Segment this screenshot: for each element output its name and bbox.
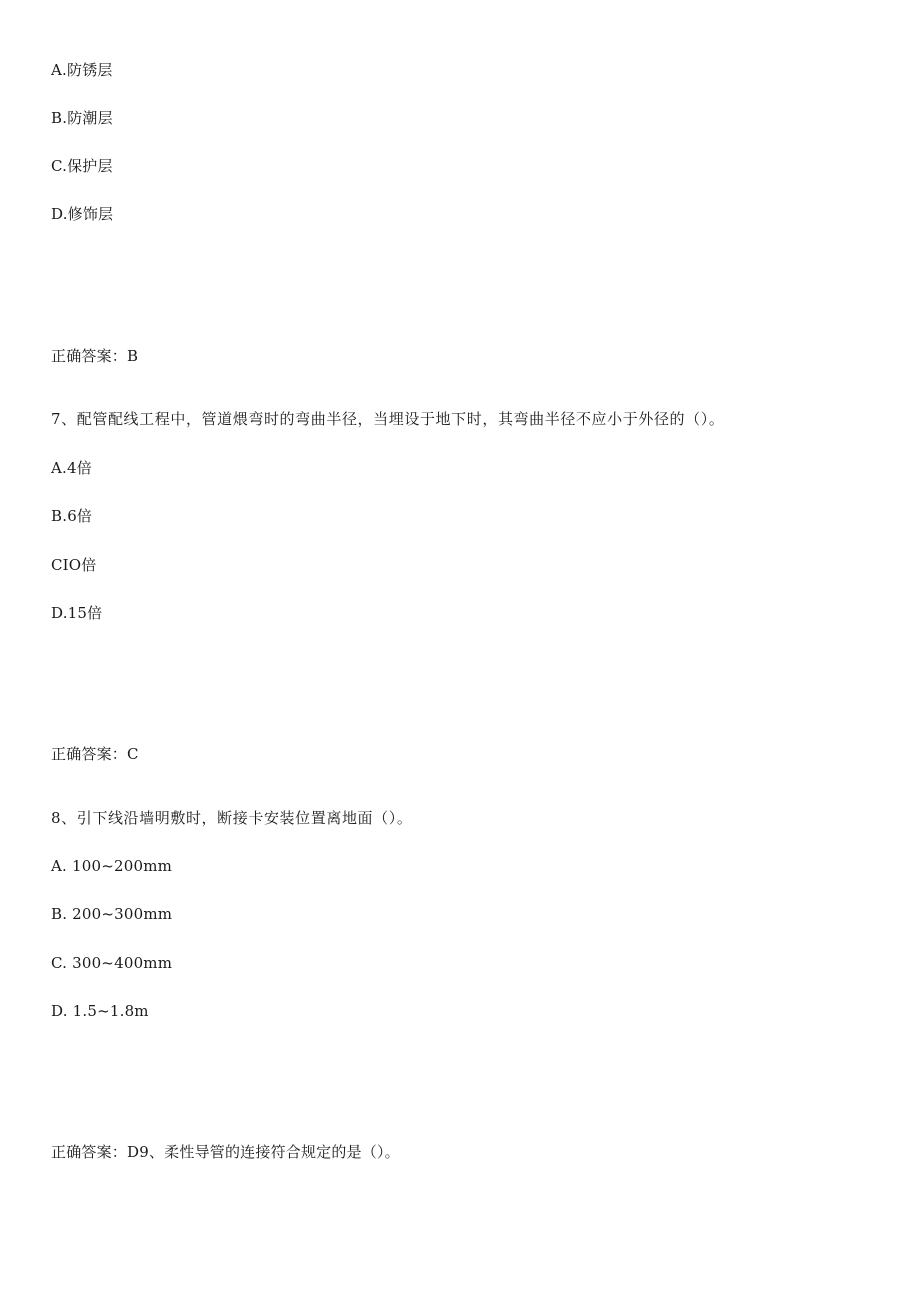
q6-option-b: B.防潮层 <box>51 109 113 127</box>
q6-answer: 正确答案：B <box>51 347 139 365</box>
q8-question: 8、引下线沿墙明敷时，断接卡安装位置离地面（）。 <box>51 809 413 827</box>
q8-option-c: C. 300~400mm <box>51 954 173 972</box>
q6-option-c: C.保护层 <box>51 157 113 175</box>
q7-option-a: A.4倍 <box>51 459 92 477</box>
q7-option-c: CIO倍 <box>51 556 97 574</box>
q8-option-b: B. 200~300mm <box>51 905 173 923</box>
q8-option-d: D. 1.5~1.8m <box>51 1002 149 1020</box>
q7-question: 7、配管配线工程中，管道煨弯时的弯曲半径，当埋设于地下时，其弯曲半径不应小于外径的（）。 <box>51 410 725 428</box>
q8-answer-q9-question: 正确答案：D9、柔性导管的连接符合规定的是（）。 <box>51 1143 400 1161</box>
q7-answer: 正确答案：C <box>51 745 139 763</box>
q7-option-d: D.15倍 <box>51 604 103 622</box>
q8-option-a: A. 100~200mm <box>51 857 173 875</box>
q6-option-d: D.修饰层 <box>51 205 114 223</box>
q7-option-b: B.6倍 <box>51 507 93 525</box>
q6-option-a: A.防锈层 <box>51 61 113 79</box>
